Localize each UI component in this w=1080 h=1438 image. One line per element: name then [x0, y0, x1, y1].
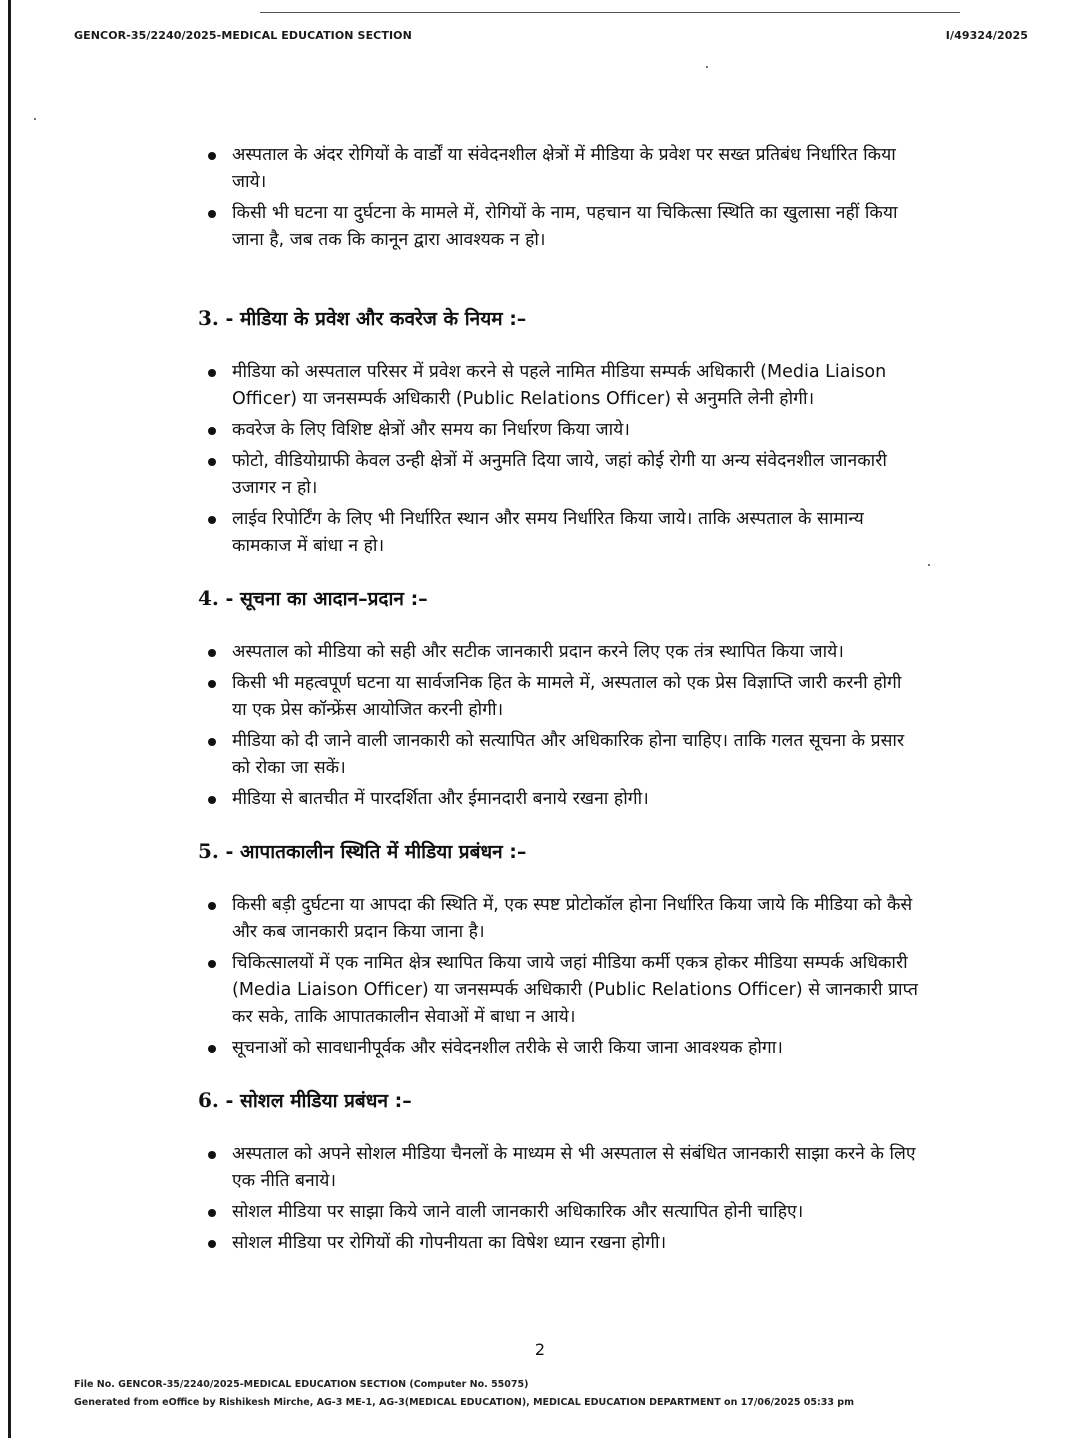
- footer-file-line: File No. GENCOR-35/2240/2025-MEDICAL EDUCATION SECTION (Computer No. 55075): [74, 1379, 529, 1390]
- bullet-text: किसी बड़ी दुर्घटना या आपदा की स्थिति में, एक स्पष्ट प्रोटोकॉल होना निर्धारित किया जाये कि मीडिया को कैसे और कब जानकारी प्रदान किया जाना है।: [232, 895, 913, 942]
- bullet-icon: [208, 152, 216, 160]
- bullet-icon: [208, 458, 216, 466]
- section-heading: [198, 304, 918, 333]
- section-number: 4.: [198, 586, 219, 610]
- scan-left-border: [8, 0, 11, 1438]
- section-number: 6.: [198, 1088, 219, 1112]
- section-number: 3.: [198, 306, 219, 330]
- bullet-icon: [208, 960, 216, 968]
- bullet-text: मीडिया को अस्पताल परिसर में प्रवेश करने से पहले नामित मीडिया सम्पर्क अधिकारी (Media Liaison Officer) या जनसम्पर्क अधिकारी (Public Relations Officer) से अनुमति लेनी होगी।: [232, 362, 887, 409]
- page-number: 2: [534, 1340, 546, 1359]
- bullet-icon: [208, 738, 216, 746]
- section-5: [198, 837, 918, 1062]
- list-item: [198, 950, 918, 1031]
- list-item: [198, 786, 918, 813]
- bullet-icon: [208, 516, 216, 524]
- scan-top-rule: [260, 12, 960, 13]
- bullet-icon: [208, 649, 216, 657]
- footer-generated-line: Generated from eOffice by Rishikesh Mirche, AG-3 ME-1, AG-3(MEDICAL EDUCATION), MEDICAL EDUCATION DEPARTMENT on 17/06/2025 05:33 pm: [74, 1397, 855, 1408]
- section-4: [198, 584, 918, 813]
- bullet-text: सोशल मीडिया पर साझा किये जाने वाली जानकारी अधिकारिक और सत्यापित होनी चाहिए।: [232, 1202, 804, 1222]
- list-item: [198, 359, 918, 413]
- bullet-icon: [208, 1151, 216, 1159]
- section-3: [198, 304, 918, 560]
- bullet-text: किसी भी घटना या दुर्घटना के मामले में, रोगियों के नाम, पहचान या चिकित्सा स्थिति का खुलासा नहीं किया जाना है, जब तक कि कानून द्वारा आवश्यक न हो।: [232, 203, 898, 250]
- bullet-icon: [208, 1240, 216, 1248]
- list-item: [198, 639, 918, 666]
- list-item: [198, 417, 918, 444]
- section-heading: [198, 837, 918, 866]
- bullet-text: मीडिया से बातचीत में पारदर्शिता और ईमानदारी बनाये रखना होगी।: [232, 789, 649, 809]
- intro-bullet-list: [198, 142, 918, 254]
- section-bullet-list: [198, 639, 918, 813]
- list-item: [198, 728, 918, 782]
- section-title: - सोशल मीडिया प्रबंधन :–: [225, 1090, 412, 1112]
- bullet-icon: [208, 680, 216, 688]
- list-item: [198, 200, 918, 254]
- bullet-text: मीडिया को दी जाने वाली जानकारी को सत्यापित और अधिकारिक होना चाहिए। ताकि गलत सूचना के प्रसार को रोका जा सकें।: [232, 731, 905, 778]
- bullet-icon: [208, 1045, 216, 1053]
- bullet-icon: [208, 210, 216, 218]
- header-receipt-number: I/49324/2025: [945, 29, 1028, 42]
- section-number: 5.: [198, 839, 219, 863]
- list-item: [198, 670, 918, 724]
- bullet-text: लाईव रिपोर्टिंग के लिए भी निर्धारित स्थान और समय निर्धारित किया जाये। ताकि अस्पताल के सामान्य कामकाज में बांधा न हो।: [232, 509, 864, 556]
- scan-speck: [34, 118, 36, 120]
- bullet-text: सूचनाओं को सावधानीपूर्वक और संवेदनशील तरीके से जारी किया जाना आवश्यक होगा।: [232, 1038, 783, 1058]
- scan-speck: [928, 564, 930, 566]
- section-title: - मीडिया के प्रवेश और कवरेज के नियम :–: [225, 308, 527, 330]
- list-item: [198, 506, 918, 560]
- section-heading: [198, 584, 918, 613]
- document-body: [198, 142, 918, 1261]
- bullet-text: किसी भी महत्वपूर्ण घटना या सार्वजनिक हित के मामले में, अस्पताल को एक प्रेस विज्ञाप्ति जारी करनी होगी या एक प्रेस कॉन्फ्रेंस आयोजित करनी होगी।: [232, 673, 902, 720]
- bullet-text: सोशल मीडिया पर रोगियों की गोपनीयता का विषेश ध्यान रखना होगी।: [232, 1233, 667, 1253]
- bullet-icon: [208, 902, 216, 910]
- section-bullet-list: [198, 1141, 918, 1257]
- bullet-icon: [208, 1209, 216, 1217]
- bullet-icon: [208, 369, 216, 377]
- list-item: [198, 1141, 918, 1195]
- list-item: [198, 448, 918, 502]
- bullet-icon: [208, 796, 216, 804]
- bullet-text: फोटो, वीडियोग्राफी केवल उन्ही क्षेत्रों में अनुमति दिया जाये, जहां कोई रोगी या अन्य संवेदनशील जानकारी उजागर न हो।: [232, 451, 887, 498]
- list-item: [198, 892, 918, 946]
- section-title: - सूचना का आदान–प्रदान :–: [225, 588, 428, 610]
- section-title: - आपातकालीन स्थिति में मीडिया प्रबंधन :–: [225, 841, 527, 863]
- bullet-text: चिकित्सालयों में एक नामित क्षेत्र स्थापित किया जाये जहां मीडिया कर्मी एकत्र होकर मीडिया सम्पर्क अधिकारी (Media Liaison Officer) या जनसम्पर्क अधिकारी (Public Relations Officer) से जानकारी प्राप्त कर सके, ताकि आपातकालीन सेवाओं में बाधा न आये।: [232, 953, 918, 1027]
- header-file-reference: GENCOR-35/2240/2025-MEDICAL EDUCATION SECTION: [74, 29, 412, 42]
- section-6: [198, 1086, 918, 1257]
- scan-speck: [706, 66, 708, 68]
- list-item: [198, 1230, 918, 1257]
- bullet-icon: [208, 427, 216, 435]
- section-heading: [198, 1086, 918, 1115]
- list-item: [198, 1035, 918, 1062]
- bullet-text: कवरेज के लिए विशिष्ट क्षेत्रों और समय का निर्धारण किया जाये।: [232, 420, 630, 440]
- section-bullet-list: [198, 359, 918, 560]
- list-item: [198, 1199, 918, 1226]
- section-bullet-list: [198, 892, 918, 1062]
- bullet-text: अस्पताल के अंदर रोगियों के वार्डों या संवेदनशील क्षेत्रों में मीडिया के प्रवेश पर सख्त प्रतिबंध निर्धारित किया जाये।: [232, 145, 896, 192]
- list-item: [198, 142, 918, 196]
- bullet-text: अस्पताल को मीडिया को सही और सटीक जानकारी प्रदान करने लिए एक तंत्र स्थापित किया जाये।: [232, 642, 844, 662]
- bullet-text: अस्पताल को अपने सोशल मीडिया चैनलों के माध्यम से भी अस्पताल से संबंधित जानकारी साझा करने के लिए एक नीति बनाये।: [232, 1144, 916, 1191]
